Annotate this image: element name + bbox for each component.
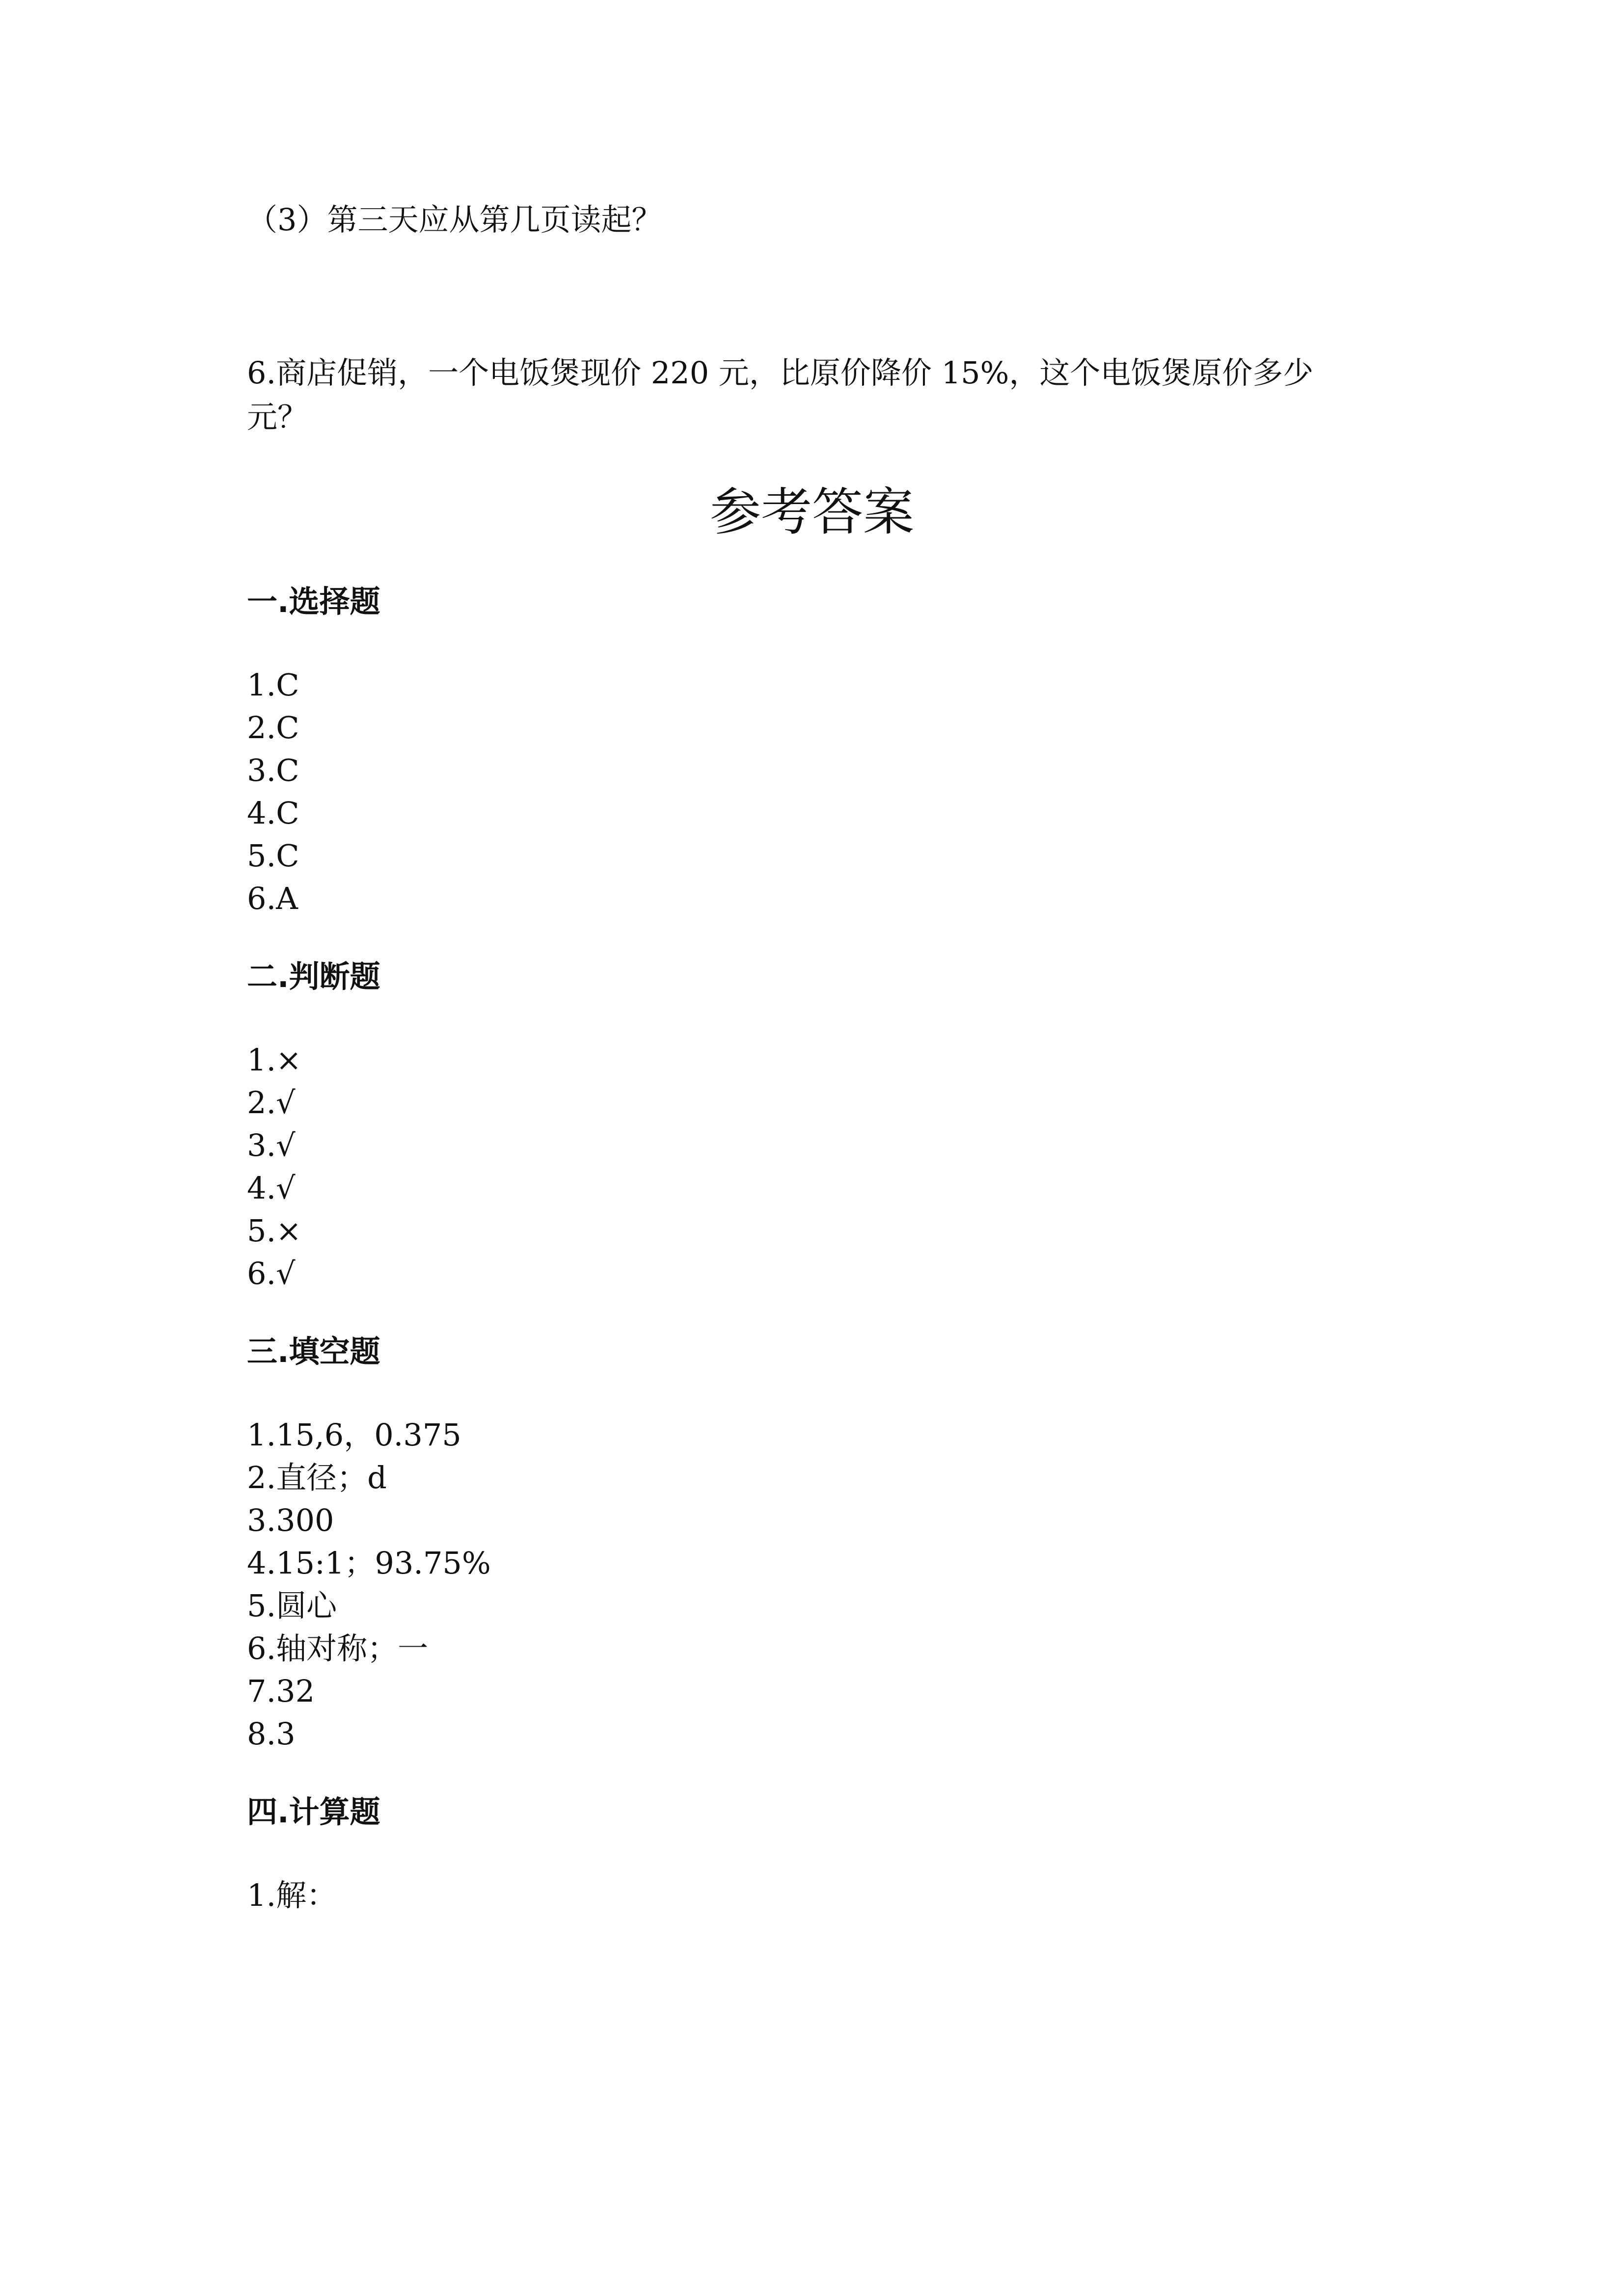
judge-answer-1: 1.× (247, 1042, 302, 1078)
judge-answer-4: 4.√ (247, 1170, 296, 1206)
fill-answer-1: 1.15,6，0.375 (247, 1417, 461, 1453)
section-heading-fill: 三.填空题 (247, 1334, 380, 1369)
choice-answer-6: 6.A (247, 881, 298, 916)
fill-answer-6: 6.轴对称；一 (247, 1630, 429, 1666)
calc-answer-1: 1.解： (247, 1877, 337, 1913)
question-6-line-1: 6.商店促销，一个电饭煲现价 220 元，比原价降价 15%，这个电饭煲原价多少 (247, 355, 1314, 391)
answer-title: 参考答案 (709, 482, 914, 542)
choice-answer-2: 2.C (247, 710, 299, 746)
fill-answer-3: 3.300 (247, 1502, 334, 1538)
section-heading-choice: 一.选择题 (247, 584, 380, 619)
judge-answer-6: 6.√ (247, 1255, 296, 1291)
fill-answer-5: 5.圆心 (247, 1588, 337, 1624)
question-6-line-2: 元？ (247, 399, 308, 435)
judge-answer-3: 3.√ (247, 1127, 296, 1163)
choice-answer-5: 5.C (247, 838, 299, 874)
choice-answer-3: 3.C (247, 752, 299, 788)
fill-answer-7: 7.32 (247, 1673, 315, 1709)
choice-answer-1: 1.C (247, 667, 299, 703)
fill-answer-8: 8.3 (247, 1716, 296, 1752)
fill-answer-4: 4.15:1；93.75% (247, 1545, 491, 1581)
judge-answer-5: 5.× (247, 1213, 302, 1249)
question-part-3: （3）第三天应从第几页读起？ (247, 202, 662, 238)
fill-answer-2: 2.直径；d (247, 1460, 387, 1495)
section-heading-calc: 四.计算题 (247, 1794, 380, 1830)
choice-answer-4: 4.C (247, 795, 299, 831)
judge-answer-2: 2.√ (247, 1085, 296, 1121)
section-heading-judge: 二.判断题 (247, 959, 380, 994)
